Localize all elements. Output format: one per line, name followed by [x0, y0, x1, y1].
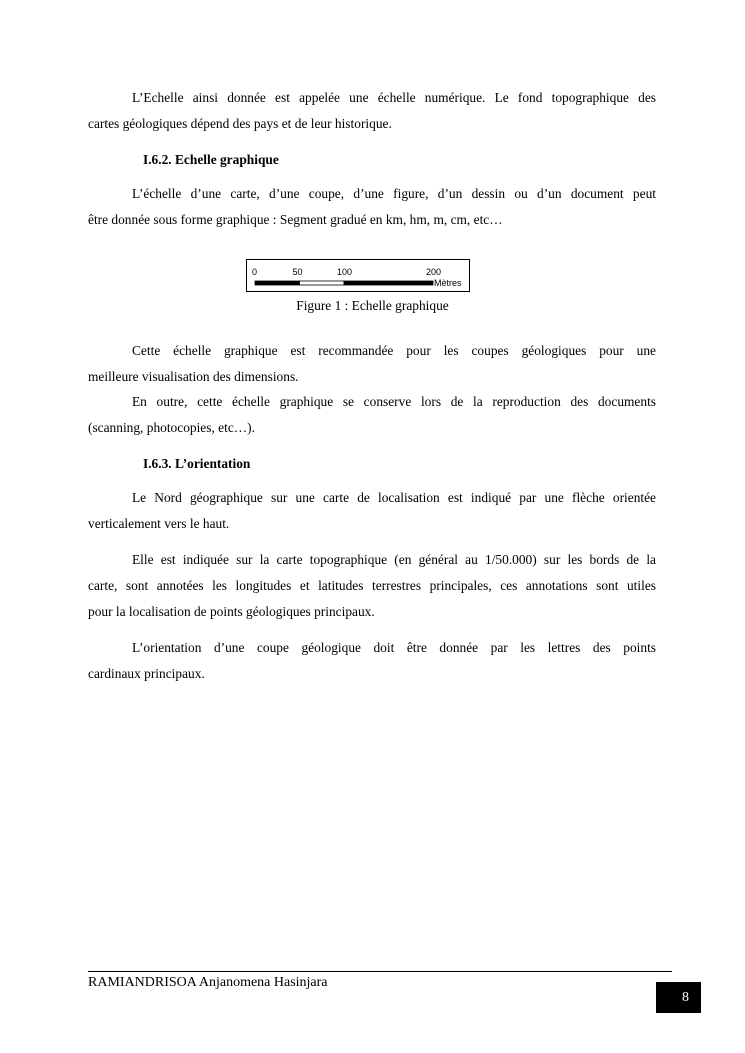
figure-caption: Figure 1 : Echelle graphique — [296, 298, 449, 313]
text-line: meilleure visualisation des dimensions. — [88, 369, 299, 384]
paragraph-reproduction-end — [88, 415, 656, 441]
text-line: En outre, cette échelle graphique se conserve lors de la reproduction des documents — [132, 394, 656, 409]
scale-tick-label: 50 — [292, 267, 303, 277]
paragraph-echelle-numerique-end — [88, 111, 656, 137]
paragraph-recommandation-end — [88, 364, 656, 390]
text-line: être donnée sous forme graphique : Segment gradué en km, hm, m, cm, etc… — [88, 212, 503, 227]
scale-tick-label: 0 — [252, 267, 258, 277]
scale-tick-label: 200 — [426, 267, 442, 277]
scale-segment — [344, 281, 433, 285]
footer-divider — [88, 971, 672, 972]
paragraph-echelle-definition-end — [88, 207, 656, 233]
heading-orientation: I.6.3. L’orientation — [143, 456, 251, 471]
paragraph-carte-topo-mid — [88, 573, 656, 599]
scale-segment — [255, 281, 300, 285]
text-line: Elle est indiquée sur la carte topographique (en général au 1/50.000) sur les bords de la — [132, 552, 656, 567]
text-line: Cette échelle graphique est recommandée pour les coupes géologiques pour une — [132, 343, 656, 358]
text-line: L’Echelle ainsi donnée est appelée une échelle numérique. Le fond topographique des — [132, 90, 656, 105]
text-line: carte, sont annotées les longitudes et latitudes terrestres principales, ces annotations sont utiles — [88, 578, 656, 593]
page-number-badge: 8 — [656, 982, 701, 1013]
paragraph-echelle-numerique — [88, 85, 656, 111]
paragraph-coupe-orientation — [88, 635, 656, 661]
text-line: Le Nord géographique sur une carte de localisation est indiqué par une flèche orientée — [132, 490, 656, 505]
text-line: (scanning, photocopies, etc…). — [88, 420, 255, 435]
graphic-scale-bar — [247, 260, 471, 293]
paragraph-carte-topo-end — [88, 599, 656, 625]
text-line: cardinaux principaux. — [88, 666, 205, 681]
paragraph-nord — [88, 485, 656, 511]
graphic-scale-figure — [246, 259, 470, 292]
text-line: verticalement vers le haut. — [88, 516, 230, 531]
text-line: cartes géologiques dépend des pays et de leur historique. — [88, 116, 392, 131]
footer-author: RAMIANDRISOA Anjanomena Hasinjara — [88, 975, 328, 990]
scale-unit-label: Mètres — [434, 278, 462, 288]
paragraph-nord-end — [88, 511, 656, 537]
text-line: L’échelle d’une carte, d’une coupe, d’une figure, d’un dessin ou d’un document peut — [132, 186, 656, 201]
paragraph-carte-topo — [88, 547, 656, 573]
paragraph-echelle-definition — [88, 181, 656, 207]
paragraph-coupe-orientation-end — [88, 661, 656, 687]
text-line: pour la localisation de points géologiques principaux. — [88, 604, 375, 619]
scale-tick-label: 100 — [337, 267, 353, 277]
heading-echelle-graphique: I.6.2. Echelle graphique — [143, 152, 279, 167]
scale-segment — [300, 281, 345, 285]
paragraph-reproduction — [88, 389, 656, 415]
text-line: L’orientation d’une coupe géologique doit être donnée par les lettres des points — [132, 640, 656, 655]
paragraph-recommandation — [88, 338, 656, 364]
